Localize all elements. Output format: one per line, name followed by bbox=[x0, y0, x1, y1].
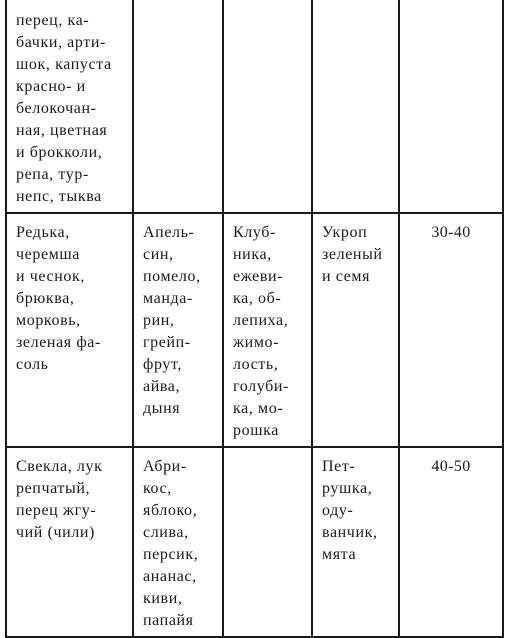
value-cell bbox=[399, 0, 503, 213]
vegetables-cell: Редька, черемша и чеснок, брюква, морковь, зеленая фа- соль bbox=[6, 213, 133, 447]
vegetables-cell: перец, ка- бачки, арти- шок, капуста красно- и белокочан- ная, цветная и брокколи, репа, тур- непс, тыква bbox=[6, 0, 133, 213]
fruits-cell: Абри- кос, яблоко, слива, персик, ананас, киви, папайя bbox=[133, 447, 223, 637]
vegetables-cell: Свекла, лук репчатый, перец жгу- чий (чили) bbox=[6, 447, 133, 637]
herbs-cell: Пет- рушка, оду- ванчик, мята bbox=[312, 447, 399, 637]
berries-cell: Клуб- ника, ежеви- ка, об- лепиха, жимо- лость, голуби- ка, мо- рошка bbox=[223, 213, 312, 447]
herbs-cell bbox=[312, 0, 399, 213]
herbs-cell: Укроп зеленый и семя bbox=[312, 213, 399, 447]
produce-table bbox=[5, 0, 504, 638]
table-row bbox=[6, 447, 503, 637]
table-row bbox=[6, 213, 503, 447]
value-cell: 40-50 bbox=[399, 447, 503, 637]
fruits-cell bbox=[133, 0, 223, 213]
fruits-cell: Апель- син, помело, манда- рин, грейп- фрут, айва, дыня bbox=[133, 213, 223, 447]
berries-cell bbox=[223, 0, 312, 213]
value-cell: 30-40 bbox=[399, 213, 503, 447]
table-row bbox=[6, 0, 503, 213]
berries-cell bbox=[223, 447, 312, 637]
